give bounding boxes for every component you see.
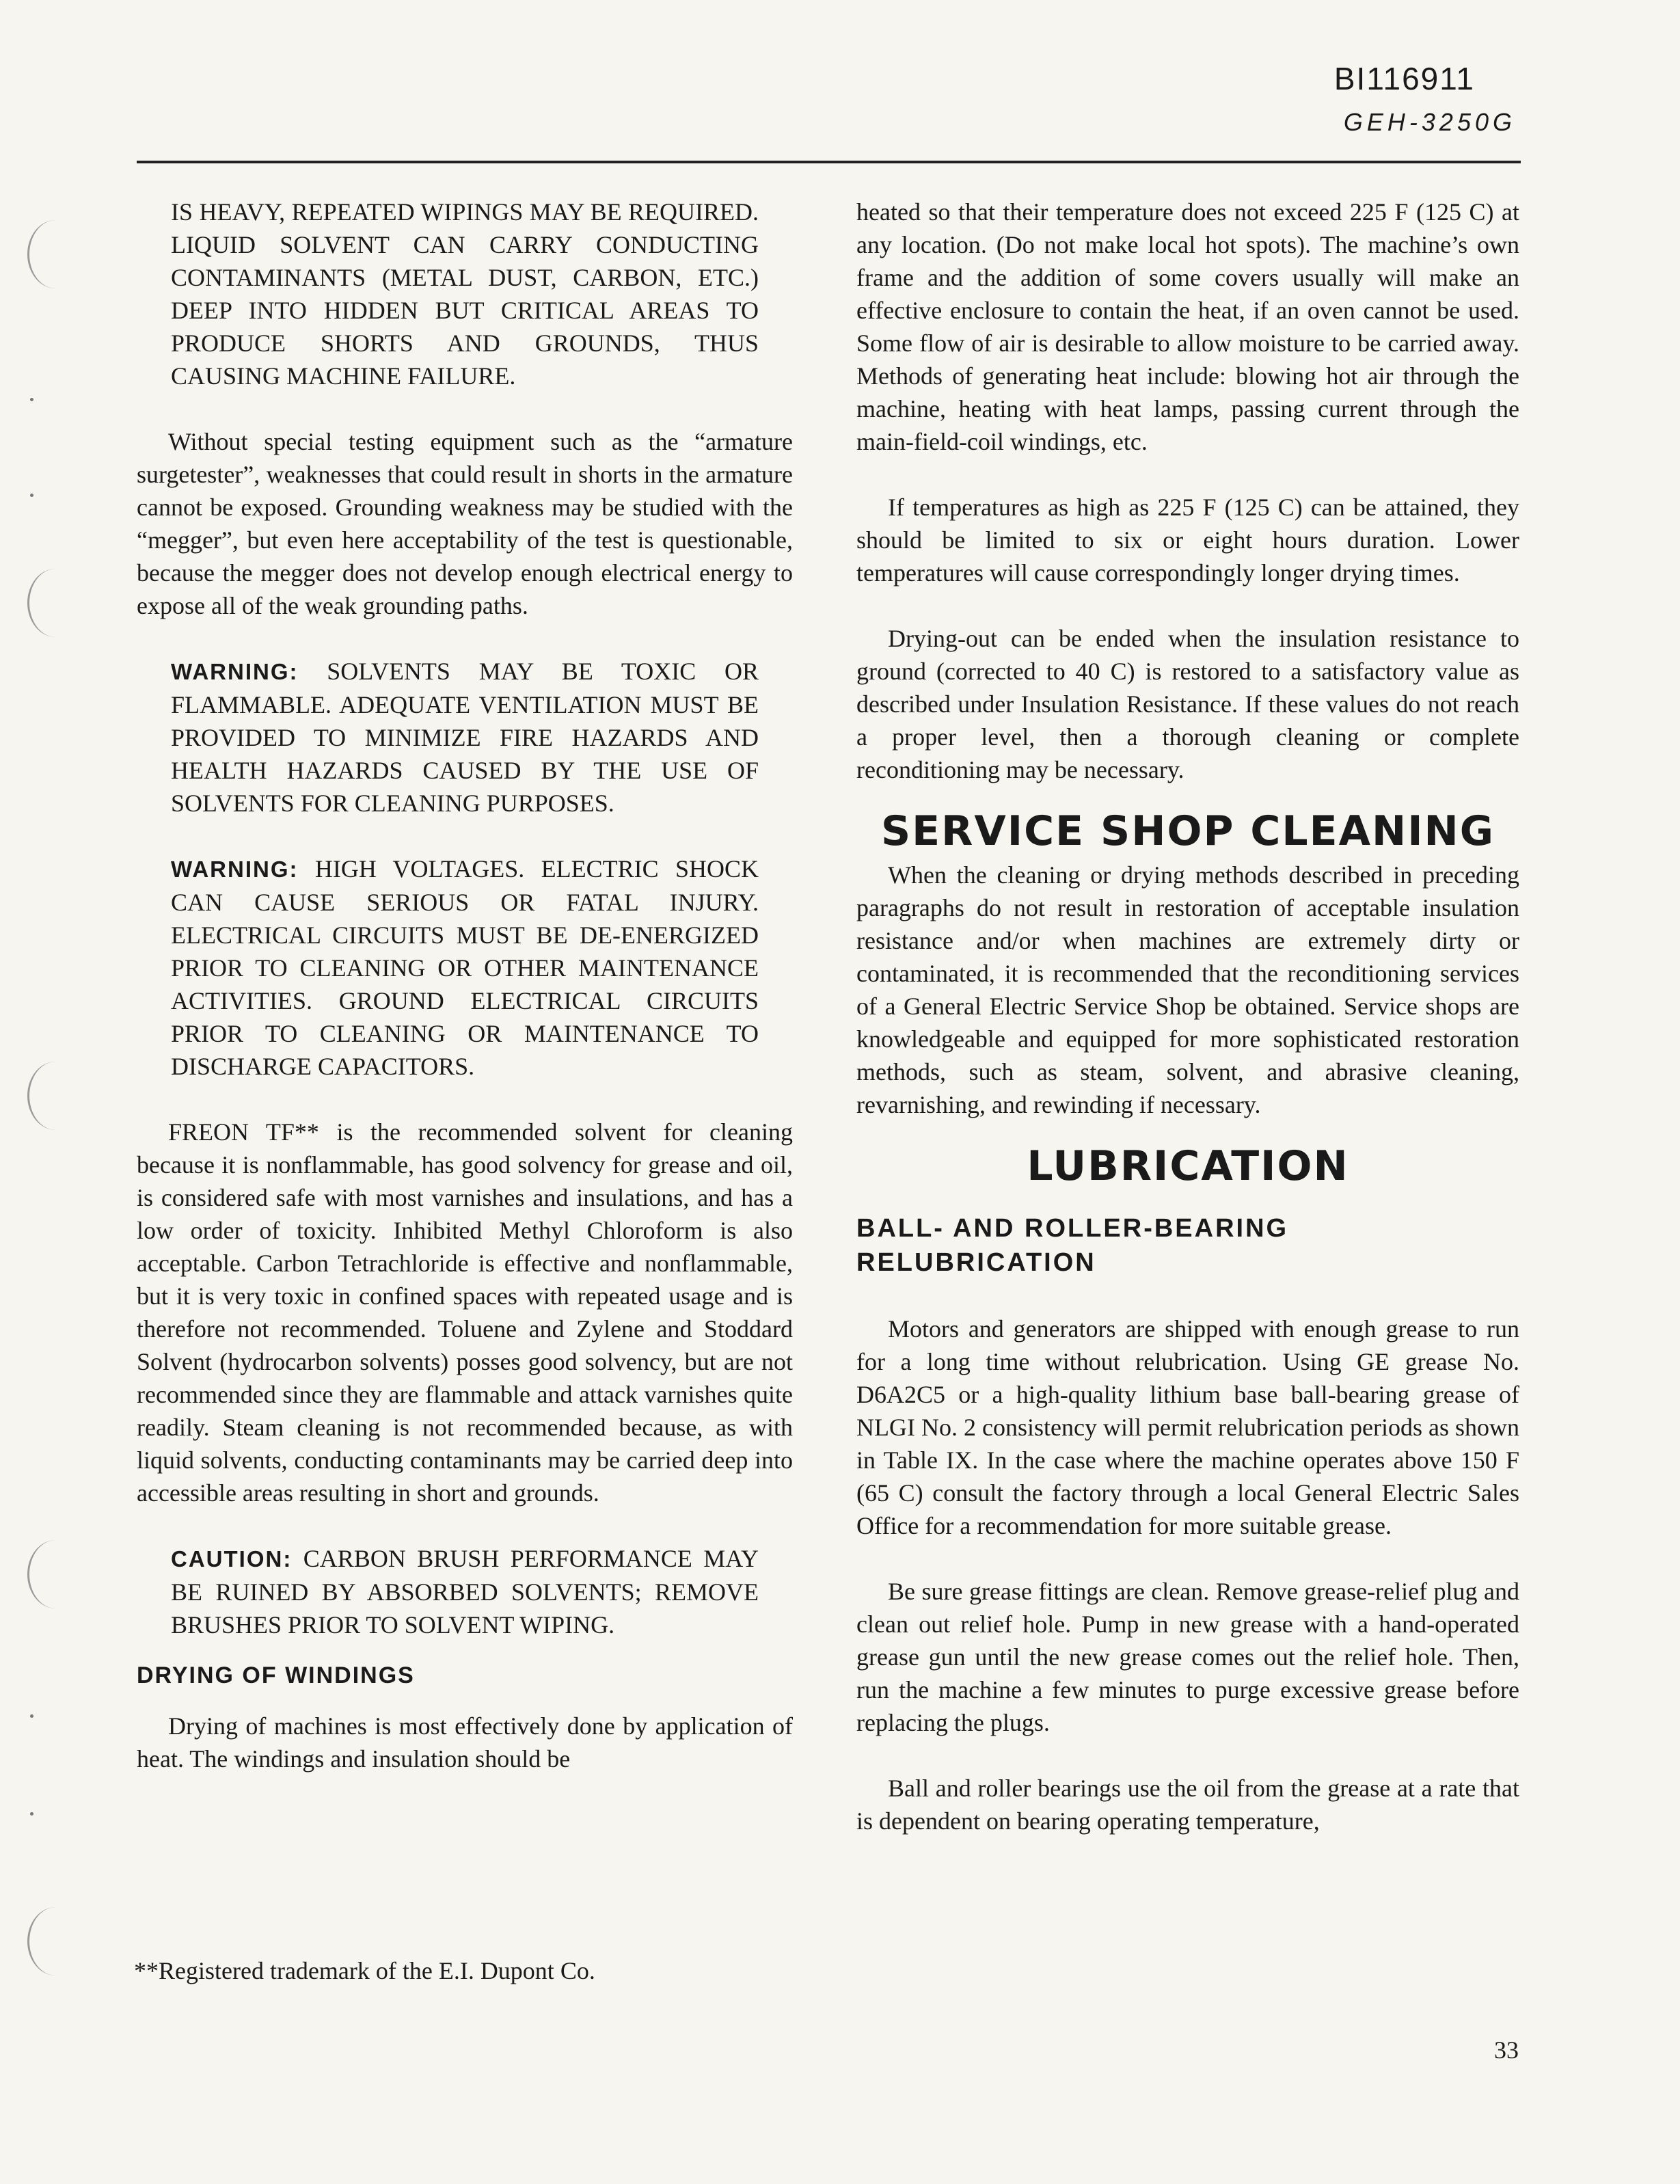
punch-hole-mark <box>27 1062 84 1130</box>
caution-brushes <box>137 1542 793 1641</box>
warning-label: WARNING: <box>171 659 299 684</box>
warning-text: SOLVENTS MAY BE TOXIC OR FLAMMABLE. ADEQUATE VENTILATION MUST BE PROVIDED TO MINIMIZE FIRE HAZARDS AND HEALTH HAZARDS CAUSED BY THE USE OF SOLVENTS FOR CLEANING PURPOSES. <box>171 658 759 817</box>
drying-heading: DRYING OF WINDINGS <box>137 1662 415 1688</box>
paragraph-drying-out: Drying-out can be ended when the insulation resistance to ground (corrected to 40 C) is restored to a satisfactory value as described under Insulation Resistance. If these values do not reach a proper level, then a thorough cleaning or complete reconditioning may be necessary. <box>856 625 1519 783</box>
paragraph-testing: Without special testing equipment such as the “armature surgetester”, weaknesses that could result in shorts in the armature cannot be exposed. Grounding weakness may be studied with the “megger”, but even here acceptability of the test is questionable, because the megger does not develop enough electrical energy to expose all of the weak grounding paths. <box>137 428 793 619</box>
speck-mark <box>30 398 33 401</box>
warning-voltage <box>137 852 793 1083</box>
page-number: 33 <box>1494 2036 1519 2064</box>
bearing-heading: BALL- AND ROLLER-BEARING RELUBRICATION <box>856 1214 1289 1277</box>
left-column <box>137 196 793 1775</box>
right-column <box>856 196 1519 1837</box>
caution-label: CAUTION: <box>171 1546 293 1572</box>
paragraph-drying: Drying of machines is most effectively done by application of heat. The windings and insulation should be <box>137 1712 793 1772</box>
speck-mark <box>30 494 33 497</box>
service-shop-heading: SERVICE SHOP CLEANING <box>880 807 1495 855</box>
warning-label: WARNING: <box>171 857 299 882</box>
punch-hole-mark <box>27 569 84 637</box>
paragraph-motors: Motors and generators are shipped with enough grease to run for a long time without relubrication. Using GE grease No. D6A2C5 or a high-quality lithium base ball-bearing grease of NLGI No. 2 consistency will permit relubrication periods as shown in Table IX. In the case where the machine operates above 150 F (65 C) consult the factory through a local General Electric Sales Office for a recommendation for more suitable grease. <box>856 1315 1519 1539</box>
warning-solvents <box>137 655 793 820</box>
paragraph-heated: heated so that their temperature does not exceed 225 F (125 C) at any location. (Do not make local hot spots). The machine’s own frame and the addition of some covers usually will make an effective enclosure to contain the heat, if an oven cannot be used. Some flow of air is desirable to allow moisture to be carried away. Methods of generating heat include: blowing hot air through the machine, heating with heat lamps, passing current through the main-field-coil windings, etc. <box>856 198 1519 455</box>
paragraph-bearings: Ball and roller bearings use the oil from the grease at a rate that is dependent on bearing operating temperature, <box>856 1775 1519 1835</box>
caution-text: CARBON BRUSH PERFORMANCE MAY BE RUINED BY ABSORBED SOLVENTS; REMOVE BRUSHES PRIOR TO SOLVENT WIPING. <box>171 1545 759 1639</box>
punch-hole-mark <box>27 1540 84 1608</box>
caps-continuation: IS HEAVY, REPEATED WIPINGS MAY BE REQUIRED. LIQUID SOLVENT CAN CARRY CONDUCTING CONTAMINANTS (METAL DUST, CARBON, ETC.) DEEP INTO HIDDEN BUT CRITICAL AREAS TO PRODUCE SHORTS AND GROUNDS, THUS CAUSING MACHINE FAILURE. <box>171 198 759 390</box>
punch-hole-mark <box>27 220 84 288</box>
document-number: GEH-3250G <box>1343 108 1516 136</box>
paragraph-temperatures: If temperatures as high as 225 F (125 C) can be attained, they should be limited to six or eight hours duration. Lower temperatures will cause correspondingly longer drying times. <box>856 494 1519 587</box>
lubrication-heading: LUBRICATION <box>1027 1142 1349 1190</box>
warning-text: HIGH VOLTAGES. ELECTRIC SHOCK CAN CAUSE SERIOUS OR FATAL INJURY. ELECTRICAL CIRCUITS MUST BE DE-ENERGIZED PRIOR TO CLEANING OR OTHER MAINTENANCE ACTIVITIES. GROUND ELECTRICAL CIRCUITS PRIOR TO CLEANING OR MAINTENANCE TO DISCHARGE CAPACITORS. <box>171 855 759 1080</box>
punch-hole-mark <box>27 1907 84 1976</box>
footnote: **Registered trademark of the E.I. Dupont Co. <box>134 1957 595 1984</box>
header-rule <box>137 161 1521 163</box>
speck-mark <box>30 1812 33 1816</box>
paragraph-service: When the cleaning or drying methods described in preceding paragraphs do not result in restoration of acceptable insulation resistance and/or when machines are extremely dirty or contaminated, it is recommended that the reconditioning services of a General Electric Service Shop be obtained. Service shops are knowledgeable and equipped for more sophisticated restoration methods, such as steam, solvent, and abrasive cleaning, revarnishing, and rewinding if necessary. <box>856 861 1519 1118</box>
speck-mark <box>30 1714 33 1718</box>
document-code: BI116911 <box>1333 61 1475 96</box>
paragraph-freon: FREON TF** is the recommended solvent for cleaning because it is nonflammable, has good solvency for grease and oil, is considered safe with most varnishes and insulations, and has a low order of toxicity. Inhibited Methyl Chloroform is also acceptable. Carbon Tetrachloride is effective and nonflammable, but it is very toxic in confined spaces with repeated usage and is therefore not recommended. Toluene and Zylene and Stoddard Solvent (hydrocarbon solvents) posses good solvency, but are not recommended since they are flammable and attack varnishes quite readily. Steam cleaning is not recommended because, as with liquid solvents, conducting contaminants may be carried deep into accessible areas resulting in short and grounds. <box>137 1118 793 1507</box>
paragraph-fittings: Be sure grease fittings are clean. Remove grease-relief plug and clean out relief hole. Pump in new grease with a hand-operated grease gun until the new grease comes out the relief hole. Then, run the machine a few minutes to purge excessive grease before replacing the plugs. <box>856 1578 1519 1736</box>
